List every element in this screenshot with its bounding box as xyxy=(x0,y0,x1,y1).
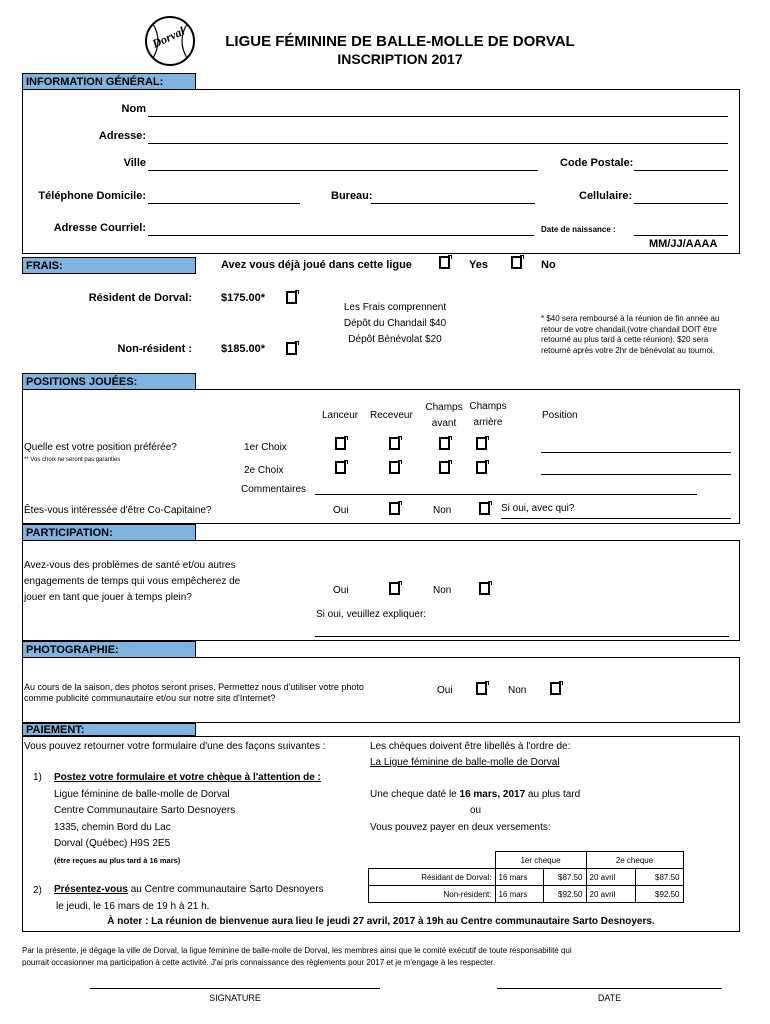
page-subtitle: INSCRIPTION 2017 xyxy=(337,51,463,67)
participation-q1: Avez-vous des problèmes de santé et/ou autres xyxy=(24,560,236,571)
fees-header-1: 1er cheque xyxy=(495,852,586,869)
softball-logo-icon xyxy=(143,14,197,68)
non-resident-price: $185.00* xyxy=(221,343,266,355)
date-input[interactable] xyxy=(497,988,722,989)
choix1-receveur-checkbox[interactable] xyxy=(389,437,400,450)
photo-non-label: Non xyxy=(508,685,527,696)
paiement-presentez: Présentez-vous xyxy=(54,884,128,895)
choix2-lanceur-checkbox[interactable] xyxy=(335,461,346,474)
section-info: INFORMATION GÉNÉRAL: xyxy=(22,73,196,90)
section-participation: PARTICIPATION: xyxy=(22,524,196,541)
choix1-lanceur-checkbox[interactable] xyxy=(335,437,346,450)
date-format-hint: MM/JJ/AAAA xyxy=(649,238,718,250)
paiement-num1: 1) xyxy=(33,772,42,783)
no-checkbox[interactable] xyxy=(511,256,522,269)
no-label: No xyxy=(541,259,556,271)
participation-oui-label: Oui xyxy=(333,585,349,596)
paiement-postez: Postez votre formulaire et votre chèque à l'attention de : xyxy=(54,772,321,783)
naissance-label: Date de naissance : xyxy=(541,225,616,234)
courriel-input[interactable] xyxy=(148,235,534,236)
adresse-input[interactable] xyxy=(148,143,728,144)
tel-domicile-label: Téléphone Domicile: xyxy=(38,190,146,202)
paiement-note: À noter : La réunion de bienvenue aura lieu le jeudi 27 avril, 2017 à 19h au Centre communautaire Sarto Desnoyers. xyxy=(107,916,655,927)
cocap-oui-label: Oui xyxy=(333,505,349,516)
photo-q2: comme publicité communautaire et/ou sur notre site d'Internet? xyxy=(24,693,276,703)
col-position: Position xyxy=(542,410,578,421)
fees-row-date2: 20 avril xyxy=(586,886,636,903)
yes-checkbox[interactable] xyxy=(439,256,450,269)
section-frais: FRAIS: xyxy=(22,257,196,274)
code-postal-input[interactable] xyxy=(634,170,728,171)
logo xyxy=(143,14,197,68)
photo-oui-checkbox[interactable] xyxy=(476,682,487,695)
fees-row-amount1: $92.50 xyxy=(543,886,586,903)
frais-inclus-1: Les Frais comprennent xyxy=(343,302,447,313)
yes-label: Yes xyxy=(469,259,488,271)
cocap-oui-checkbox[interactable] xyxy=(389,502,400,515)
choix2-receveur-checkbox[interactable] xyxy=(389,461,400,474)
section-photo: PHOTOGRAPHIE: xyxy=(22,641,196,658)
col-champs-avant-1: Champs xyxy=(425,402,463,413)
participation-explication-input[interactable] xyxy=(315,636,729,637)
participation-non-checkbox[interactable] xyxy=(479,582,490,595)
participation-non-label: Non xyxy=(433,585,452,596)
commentaires-input[interactable] xyxy=(315,494,697,495)
section-positions: POSITIONS JOUÉES: xyxy=(22,373,196,390)
participation-q3: jouer en tant que jouer à temps plein? xyxy=(24,592,192,603)
photo-q1: Au cours de la saison, des photos seront prises. Permettez nous d'utiliser votre photo xyxy=(24,682,364,692)
cocap-si-oui-label: Si oui, avec qui? xyxy=(501,503,575,514)
paiement-presentez-date: le jeudi, le 16 mars de 19 h à 21 h. xyxy=(56,901,210,912)
commentaires-label: Commentaires xyxy=(241,484,307,495)
fees-row-date1: 16 mars xyxy=(495,886,543,903)
bureau-input[interactable] xyxy=(371,203,535,204)
fees-row-date1: 16 mars xyxy=(495,869,543,886)
resident-label: Résident de Dorval: xyxy=(88,292,192,304)
fees-table xyxy=(368,851,684,903)
table-row xyxy=(369,886,684,903)
paiement-ordre: La Ligue féminine de balle-molle de Dorval xyxy=(370,757,560,768)
signature-label: SIGNATURE xyxy=(209,993,261,1003)
participation-q2: engagements de temps qui vous empêcherez de xyxy=(24,576,241,587)
paiement-presentez-line xyxy=(54,884,324,895)
bureau-label: Bureau: xyxy=(331,190,373,202)
position-question: Quelle est votre position préférée? xyxy=(24,442,177,453)
signature-input[interactable] xyxy=(90,988,380,989)
paiement-presentez-rest: au Centre communautaire Sarto Desnoyers xyxy=(127,884,324,895)
choix1-label: 1er Choix xyxy=(244,442,287,453)
choix2-position-input[interactable] xyxy=(541,474,731,475)
cellulaire-input[interactable] xyxy=(634,203,728,204)
tel-domicile-input[interactable] xyxy=(148,203,300,204)
paiement-intro: Vous pouvez retourner votre formulaire d'une des façons suivantes : xyxy=(24,741,326,752)
cocap-non-label: Non xyxy=(433,505,452,516)
fees-row-amount1: $87.50 xyxy=(543,869,586,886)
col-champs-arriere-1: Champs xyxy=(469,401,507,412)
position-note: ** Vos choix ne seront pas garanties xyxy=(24,457,121,463)
photo-oui-label: Oui xyxy=(437,685,453,696)
frais-inclus-3: Dépôt Bénévolat $20 xyxy=(348,334,442,345)
col-champs-arriere-2: arrière xyxy=(473,417,503,428)
choix1-champs-avant-checkbox[interactable] xyxy=(439,437,450,450)
col-champs-avant-2: avant xyxy=(431,418,457,429)
non-resident-label: Non-résident : xyxy=(117,343,192,355)
fees-row-amount2: $92.50 xyxy=(636,886,684,903)
nom-input[interactable] xyxy=(148,116,728,117)
participation-expliquer: Si oui, veuillez expliquer: xyxy=(316,609,427,620)
participation-oui-checkbox[interactable] xyxy=(389,582,400,595)
paiement-cheque-date-bold: 16 mars, 2017 xyxy=(459,789,526,800)
nom-label: Nom xyxy=(121,103,146,115)
waiver-line1: Par la présente, je dégage la ville de Dorval, la ligue féminine de balle-molle de Dorval, les membres ainsi que le comité exécutif de toute responsabilité qui xyxy=(22,946,572,955)
paiement-cheque-date xyxy=(370,789,580,800)
choix1-champs-arriere-checkbox[interactable] xyxy=(476,437,487,450)
paiement-recues: (être reçues au plus tard à 16 mars) xyxy=(54,856,181,865)
table-row xyxy=(369,869,684,886)
paiement-addr3: 1335, chemin Bord du Lac xyxy=(54,822,171,833)
fees-table-header-row xyxy=(369,852,684,869)
col-receveur: Receveur xyxy=(370,410,413,421)
paiement-ou: ou xyxy=(470,805,482,816)
page-title: LIGUE FÉMININE DE BALLE-MOLLE DE DORVAL xyxy=(225,33,575,50)
code-postal-label: Code Postale: xyxy=(560,157,634,169)
date-label: DATE xyxy=(597,993,622,1003)
cocap-non-checkbox[interactable] xyxy=(479,502,490,515)
adresse-label: Adresse: xyxy=(98,130,146,142)
cellulaire-label: Cellulaire: xyxy=(579,190,633,202)
resident-checkbox[interactable] xyxy=(286,291,297,304)
paiement-addr2: Centre Communautaire Sarto Desnoyers xyxy=(54,805,236,816)
col-lanceur: Lanceur xyxy=(322,410,359,421)
waiver-line2: pourrait occasionner ma participation à cette activité. J'ai pris connaissance des règlements pour 2017 et je m'engage à les respecter. xyxy=(22,958,496,967)
remboursement-note: * $40 sera remboursé à la réunion de fin année au retour de votre chandail,(votre chandail DOIT être retourné au plus tard à cette réunion). $20 sera retourné après votre 2hr de bénévolat au tournoi. xyxy=(541,314,720,355)
courriel-label: Adresse Courriel: xyxy=(53,222,146,234)
deja-joue-question: Avez vous déjà joué dans cette ligue xyxy=(221,259,412,271)
paiement-cheques: Les chèques doivent être libellés à l'ordre de: xyxy=(370,741,571,752)
ville-input[interactable] xyxy=(148,170,538,171)
choix2-champs-avant-checkbox[interactable] xyxy=(439,461,450,474)
naissance-input[interactable] xyxy=(634,235,728,236)
paiement-versements: Vous pouvez payer en deux versements: xyxy=(370,822,551,833)
paiement-cheque-date-pre: Une cheque daté le xyxy=(370,789,460,800)
fees-row-amount2: $87.50 xyxy=(636,869,684,886)
photo-non-checkbox[interactable] xyxy=(550,682,561,695)
fees-row-label: Résidant de Dorval: xyxy=(369,869,496,886)
frais-inclus-2: Dépôt du Chandail $40 xyxy=(343,318,447,329)
cocap-question: Êtes-vous intéressée d'être Co-Capitaine? xyxy=(24,505,212,516)
paiement-addr1: Ligue féminine de balle-molle de Dorval xyxy=(54,789,230,800)
ville-label: Ville xyxy=(123,157,146,169)
cocap-avec-qui-input[interactable] xyxy=(501,518,731,519)
paiement-num2: 2) xyxy=(33,885,42,896)
choix2-label: 2e Choix xyxy=(244,465,284,476)
section-paiement: PAIEMENT: xyxy=(22,723,196,736)
fees-row-date2: 20 avril xyxy=(586,869,636,886)
paiement-cheque-date-post: au plus tard xyxy=(525,789,581,800)
fees-header-2: 2e cheque xyxy=(586,852,683,869)
choix2-champs-arriere-checkbox[interactable] xyxy=(476,461,487,474)
fees-row-label: Non-résident: xyxy=(369,886,496,903)
choix1-position-input[interactable] xyxy=(541,452,731,453)
resident-price: $175.00* xyxy=(221,292,266,304)
non-resident-checkbox[interactable] xyxy=(286,342,297,355)
participation-box xyxy=(22,540,740,641)
logo-text: Dorval xyxy=(149,23,187,51)
paiement-addr4: Dorval (Québec) H9S 2E5 xyxy=(54,838,171,849)
